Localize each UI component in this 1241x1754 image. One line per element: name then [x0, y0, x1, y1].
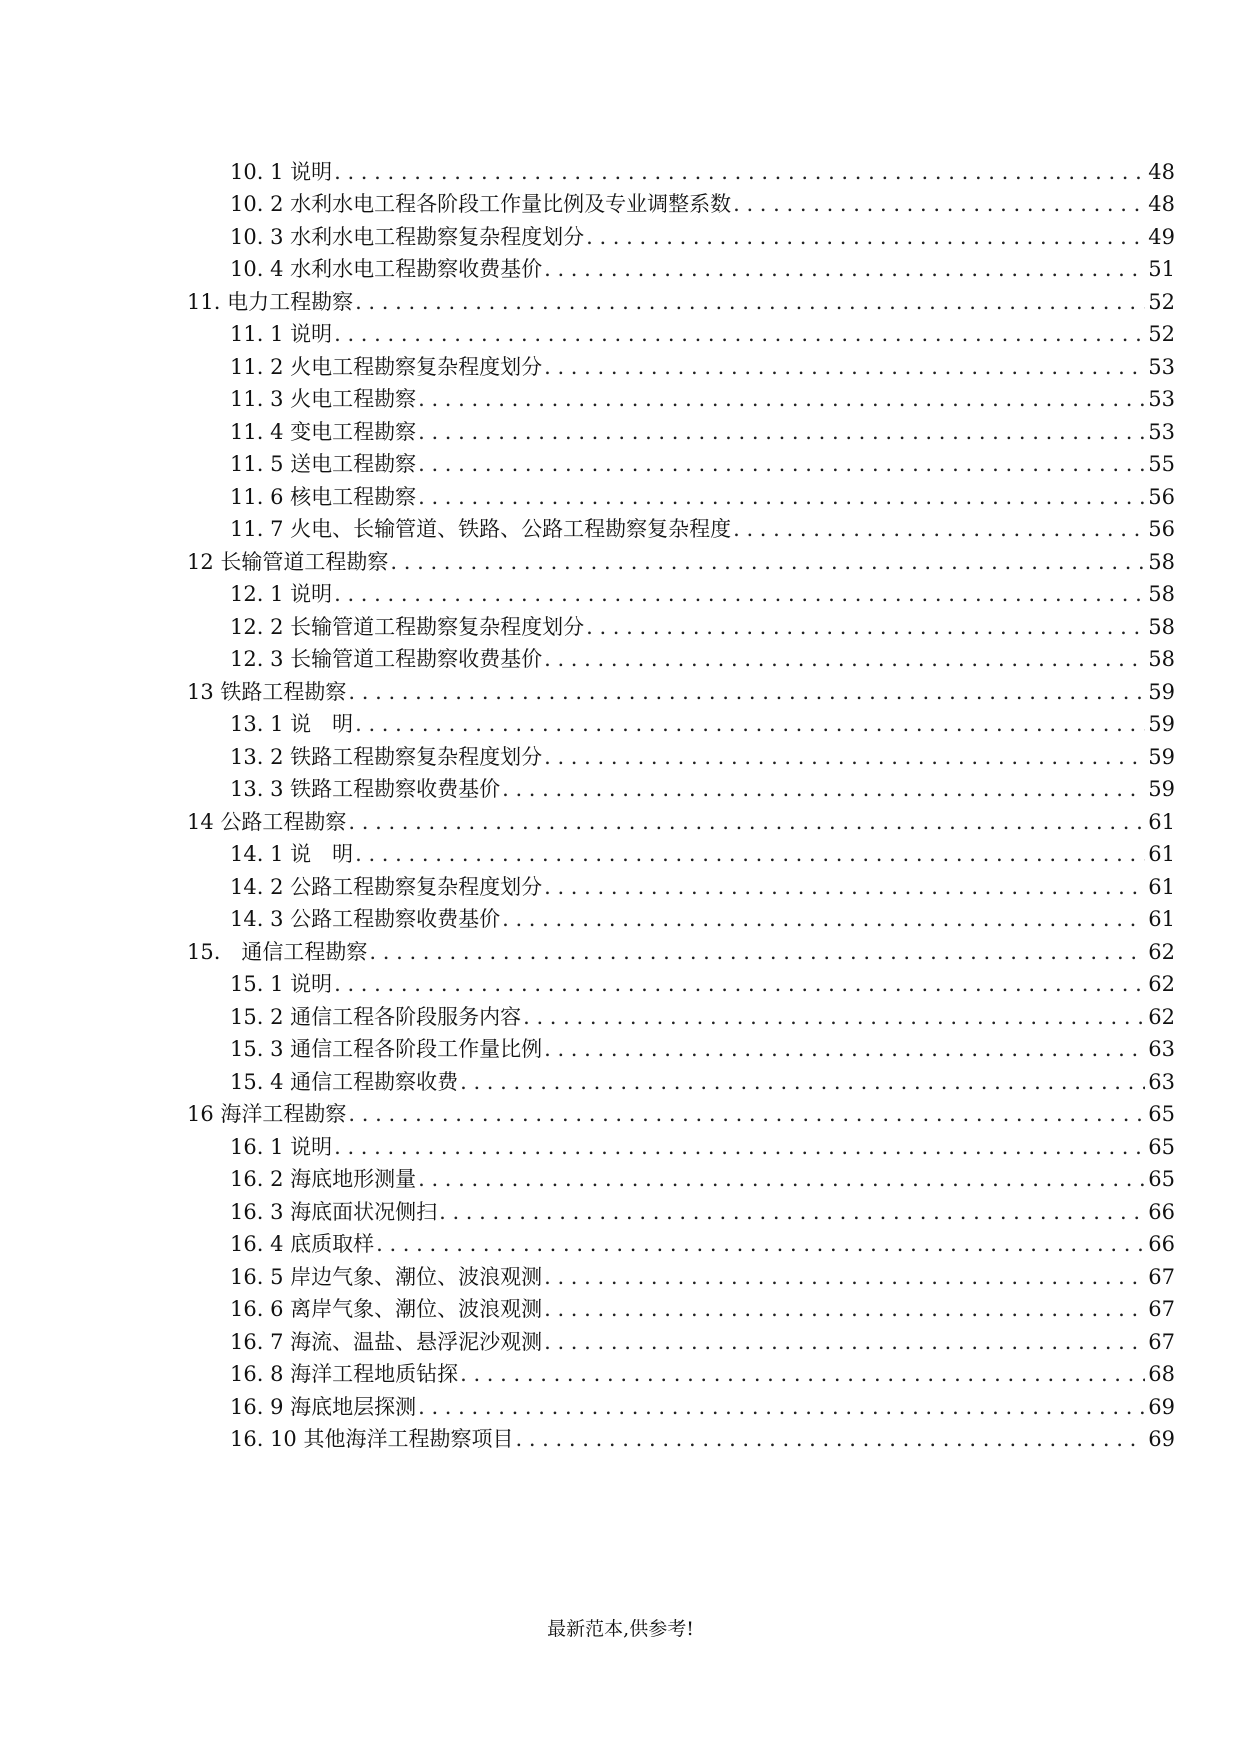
- toc-dot-leader: [334, 322, 1145, 346]
- toc-dot-leader: [355, 842, 1145, 866]
- toc-dot-leader: [502, 907, 1145, 931]
- toc-page-number: 53: [1148, 419, 1175, 444]
- toc-dot-leader: [334, 160, 1145, 184]
- toc-entry-title: 16. 8 海洋工程地质钻探: [230, 1362, 459, 1386]
- toc-page-number: 52: [1148, 289, 1175, 314]
- toc-entry[interactable]: [0, 769, 1241, 802]
- toc-dot-leader: [369, 940, 1145, 964]
- toc-page-number: 52: [1148, 322, 1175, 346]
- toc-entry[interactable]: [0, 541, 1241, 574]
- table-of-contents: [0, 151, 1241, 1451]
- toc-dot-leader: [355, 290, 1145, 314]
- toc-page-number: 62: [1148, 939, 1175, 964]
- toc-entry[interactable]: [0, 1191, 1241, 1224]
- toc-page-number: 56: [1148, 517, 1175, 541]
- toc-page-number: 59: [1148, 712, 1175, 736]
- toc-entry[interactable]: [0, 834, 1241, 867]
- toc-entry[interactable]: [0, 606, 1241, 639]
- toc-entry-title: 16. 5 岸边气象、潮位、波浪观测: [230, 1264, 543, 1289]
- toc-page-number: 63: [1148, 1069, 1175, 1094]
- toc-dot-leader: [418, 1395, 1145, 1419]
- toc-entry[interactable]: [0, 1029, 1241, 1062]
- toc-dot-leader: [544, 875, 1145, 899]
- toc-dot-leader: [418, 420, 1145, 444]
- toc-dot-leader: [544, 1265, 1145, 1289]
- toc-entry[interactable]: [0, 1419, 1241, 1452]
- toc-entry[interactable]: [0, 964, 1241, 997]
- toc-entry-title: 11. 3 火电工程勘察: [230, 387, 417, 411]
- toc-dot-leader: [733, 517, 1145, 541]
- toc-page-number: 55: [1148, 452, 1175, 476]
- toc-page-number: 62: [1148, 972, 1175, 996]
- toc-entry[interactable]: [0, 1289, 1241, 1322]
- toc-dot-leader: [502, 777, 1145, 801]
- toc-entry[interactable]: [0, 151, 1241, 184]
- toc-entry[interactable]: [0, 411, 1241, 444]
- toc-dot-leader: [348, 810, 1145, 834]
- toc-page-number: 63: [1148, 1037, 1175, 1061]
- toc-page-number: 67: [1148, 1329, 1175, 1354]
- toc-page-number: 58: [1148, 549, 1175, 574]
- toc-entry-title: 15. 1 说明: [230, 972, 333, 996]
- toc-page-number: 48: [1148, 192, 1175, 216]
- toc-entry-title: 15. 2 通信工程各阶段服务内容: [230, 1004, 522, 1029]
- toc-entry[interactable]: [0, 476, 1241, 509]
- toc-entry-title: 10. 4 水利水电工程勘察收费基价: [230, 257, 543, 281]
- toc-entry[interactable]: [0, 216, 1241, 249]
- toc-page-number: 69: [1148, 1427, 1175, 1451]
- toc-dot-leader: [544, 1297, 1145, 1321]
- toc-entry-title: 11. 2 火电工程勘察复杂程度划分: [230, 354, 543, 379]
- toc-entry[interactable]: [0, 314, 1241, 347]
- toc-entry-title: 16. 2 海底地形测量: [230, 1167, 417, 1191]
- toc-entry[interactable]: [0, 1159, 1241, 1192]
- toc-page-number: 61: [1148, 907, 1175, 931]
- toc-dot-leader: [544, 1037, 1145, 1061]
- toc-dot-leader: [348, 1102, 1145, 1126]
- toc-entry-title: 16. 4 底质取样: [230, 1232, 375, 1256]
- toc-entry-title: 14. 1 说 明: [230, 842, 354, 866]
- toc-entry[interactable]: [0, 1061, 1241, 1094]
- toc-entry[interactable]: [0, 574, 1241, 607]
- toc-dot-leader: [439, 1200, 1145, 1224]
- toc-dot-leader: [334, 582, 1145, 606]
- toc-page-number: 61: [1148, 842, 1175, 866]
- toc-dot-leader: [355, 712, 1145, 736]
- toc-entry-title: 12 长输管道工程勘察: [187, 549, 389, 574]
- toc-page-number: 65: [1148, 1134, 1175, 1159]
- toc-entry-title: 16. 6 离岸气象、潮位、波浪观测: [230, 1297, 543, 1321]
- toc-entry-title: 13. 2 铁路工程勘察复杂程度划分: [230, 744, 543, 769]
- toc-dot-leader: [348, 680, 1145, 704]
- toc-entry-title: 15. 通信工程勘察: [187, 939, 368, 964]
- toc-entry[interactable]: [0, 1354, 1241, 1387]
- toc-page-number: 49: [1148, 224, 1175, 249]
- toc-entry[interactable]: [0, 931, 1241, 964]
- toc-entry-title: 15. 3 通信工程各阶段工作量比例: [230, 1037, 543, 1061]
- toc-dot-leader: [418, 485, 1145, 509]
- toc-entry[interactable]: [0, 1256, 1241, 1289]
- toc-page-number: 66: [1148, 1199, 1175, 1224]
- toc-dot-leader: [544, 647, 1145, 671]
- toc-entry[interactable]: [0, 281, 1241, 314]
- toc-entry-title: 16 海洋工程勘察: [187, 1102, 347, 1126]
- toc-entry[interactable]: [0, 509, 1241, 542]
- toc-dot-leader: [544, 1330, 1145, 1354]
- toc-page-number: 51: [1148, 257, 1175, 281]
- toc-page-number: 65: [1148, 1102, 1175, 1126]
- toc-entry-title: 15. 4 通信工程勘察收费: [230, 1069, 459, 1094]
- toc-entry[interactable]: [0, 801, 1241, 834]
- page-footer: 最新范本,供参考!: [547, 1618, 694, 1640]
- toc-entry[interactable]: [0, 671, 1241, 704]
- toc-dot-leader: [586, 615, 1145, 639]
- toc-entry-title: 11. 1 说明: [230, 322, 333, 346]
- toc-entry-title: 14. 2 公路工程勘察复杂程度划分: [230, 874, 543, 899]
- toc-page-number: 58: [1148, 647, 1175, 671]
- toc-dot-leader: [523, 1005, 1145, 1029]
- toc-dot-leader: [376, 1232, 1145, 1256]
- toc-entry-title: 12. 1 说明: [230, 582, 333, 606]
- toc-page-number: 68: [1148, 1362, 1175, 1386]
- toc-entry-title: 16. 9 海底地层探测: [230, 1394, 417, 1419]
- toc-entry[interactable]: [0, 639, 1241, 672]
- toc-dot-leader: [418, 1167, 1145, 1191]
- toc-entry-title: 11. 6 核电工程勘察: [230, 484, 417, 509]
- toc-page-number: 61: [1148, 809, 1175, 834]
- toc-page-number: 56: [1148, 484, 1175, 509]
- toc-entry-title: 16. 7 海流、温盐、悬浮泥沙观测: [230, 1329, 543, 1354]
- toc-entry-title: 11. 7 火电、长输管道、铁路、公路工程勘察复杂程度: [230, 517, 732, 541]
- toc-page-number: 67: [1148, 1264, 1175, 1289]
- toc-dot-leader: [334, 1135, 1145, 1159]
- toc-dot-leader: [418, 452, 1145, 476]
- toc-page-number: 69: [1148, 1394, 1175, 1419]
- toc-page-number: 67: [1148, 1297, 1175, 1321]
- toc-entry-title: 16. 10 其他海洋工程勘察项目: [230, 1427, 514, 1451]
- toc-entry-title: 13 铁路工程勘察: [187, 679, 347, 704]
- toc-dot-leader: [418, 387, 1145, 411]
- toc-entry-title: 14 公路工程勘察: [187, 809, 347, 834]
- toc-page-number: 53: [1148, 354, 1175, 379]
- toc-entry-title: 10. 3 水利水电工程勘察复杂程度划分: [230, 224, 585, 249]
- toc-entry-title: 16. 3 海底面状况侧扫: [230, 1199, 438, 1224]
- toc-page-number: 61: [1148, 874, 1175, 899]
- toc-entry-title: 11. 4 变电工程勘察: [230, 419, 417, 444]
- toc-page-number: 53: [1148, 387, 1175, 411]
- toc-page-number: 62: [1148, 1004, 1175, 1029]
- toc-entry[interactable]: [0, 996, 1241, 1029]
- toc-entry[interactable]: [0, 1321, 1241, 1354]
- toc-page-number: 48: [1148, 159, 1175, 184]
- toc-dot-leader: [334, 972, 1145, 996]
- toc-entry-title: 11. 5 送电工程勘察: [230, 452, 417, 476]
- toc-entry[interactable]: [0, 379, 1241, 412]
- toc-page-number: 58: [1148, 614, 1175, 639]
- toc-page-number: 58: [1148, 582, 1175, 606]
- toc-dot-leader: [733, 192, 1145, 216]
- toc-entry[interactable]: [0, 1094, 1241, 1127]
- toc-entry[interactable]: [0, 1386, 1241, 1419]
- toc-entry-title: 12. 2 长输管道工程勘察复杂程度划分: [230, 614, 585, 639]
- toc-dot-leader: [544, 745, 1145, 769]
- toc-page-number: 59: [1148, 744, 1175, 769]
- toc-entry-title: 11. 电力工程勘察: [187, 289, 354, 314]
- toc-entry-title: 16. 1 说明: [230, 1134, 333, 1159]
- toc-dot-leader: [544, 257, 1145, 281]
- toc-page-number: 66: [1148, 1232, 1175, 1256]
- toc-entry[interactable]: [0, 1224, 1241, 1257]
- toc-entry-title: 12. 3 长输管道工程勘察收费基价: [230, 647, 543, 671]
- toc-entry[interactable]: [0, 184, 1241, 217]
- toc-dot-leader: [460, 1362, 1145, 1386]
- toc-entry[interactable]: [0, 346, 1241, 379]
- toc-entry-title: 13. 1 说 明: [230, 712, 354, 736]
- toc-page-number: 65: [1148, 1167, 1175, 1191]
- toc-entry[interactable]: [0, 704, 1241, 737]
- toc-entry[interactable]: [0, 444, 1241, 477]
- toc-page-number: 59: [1148, 777, 1175, 801]
- toc-entry-title: 10. 1 说明: [230, 159, 333, 184]
- toc-entry[interactable]: [0, 1126, 1241, 1159]
- toc-entry[interactable]: [0, 899, 1241, 932]
- toc-dot-leader: [390, 550, 1145, 574]
- toc-page-number: 59: [1148, 679, 1175, 704]
- toc-entry-title: 14. 3 公路工程勘察收费基价: [230, 907, 501, 931]
- toc-dot-leader: [544, 355, 1145, 379]
- toc-entry[interactable]: [0, 736, 1241, 769]
- toc-entry[interactable]: [0, 249, 1241, 282]
- toc-dot-leader: [460, 1070, 1145, 1094]
- toc-entry[interactable]: [0, 866, 1241, 899]
- toc-dot-leader: [586, 225, 1145, 249]
- toc-entry-title: 10. 2 水利水电工程各阶段工作量比例及专业调整系数: [230, 192, 732, 216]
- toc-dot-leader: [515, 1427, 1145, 1451]
- toc-entry-title: 13. 3 铁路工程勘察收费基价: [230, 777, 501, 801]
